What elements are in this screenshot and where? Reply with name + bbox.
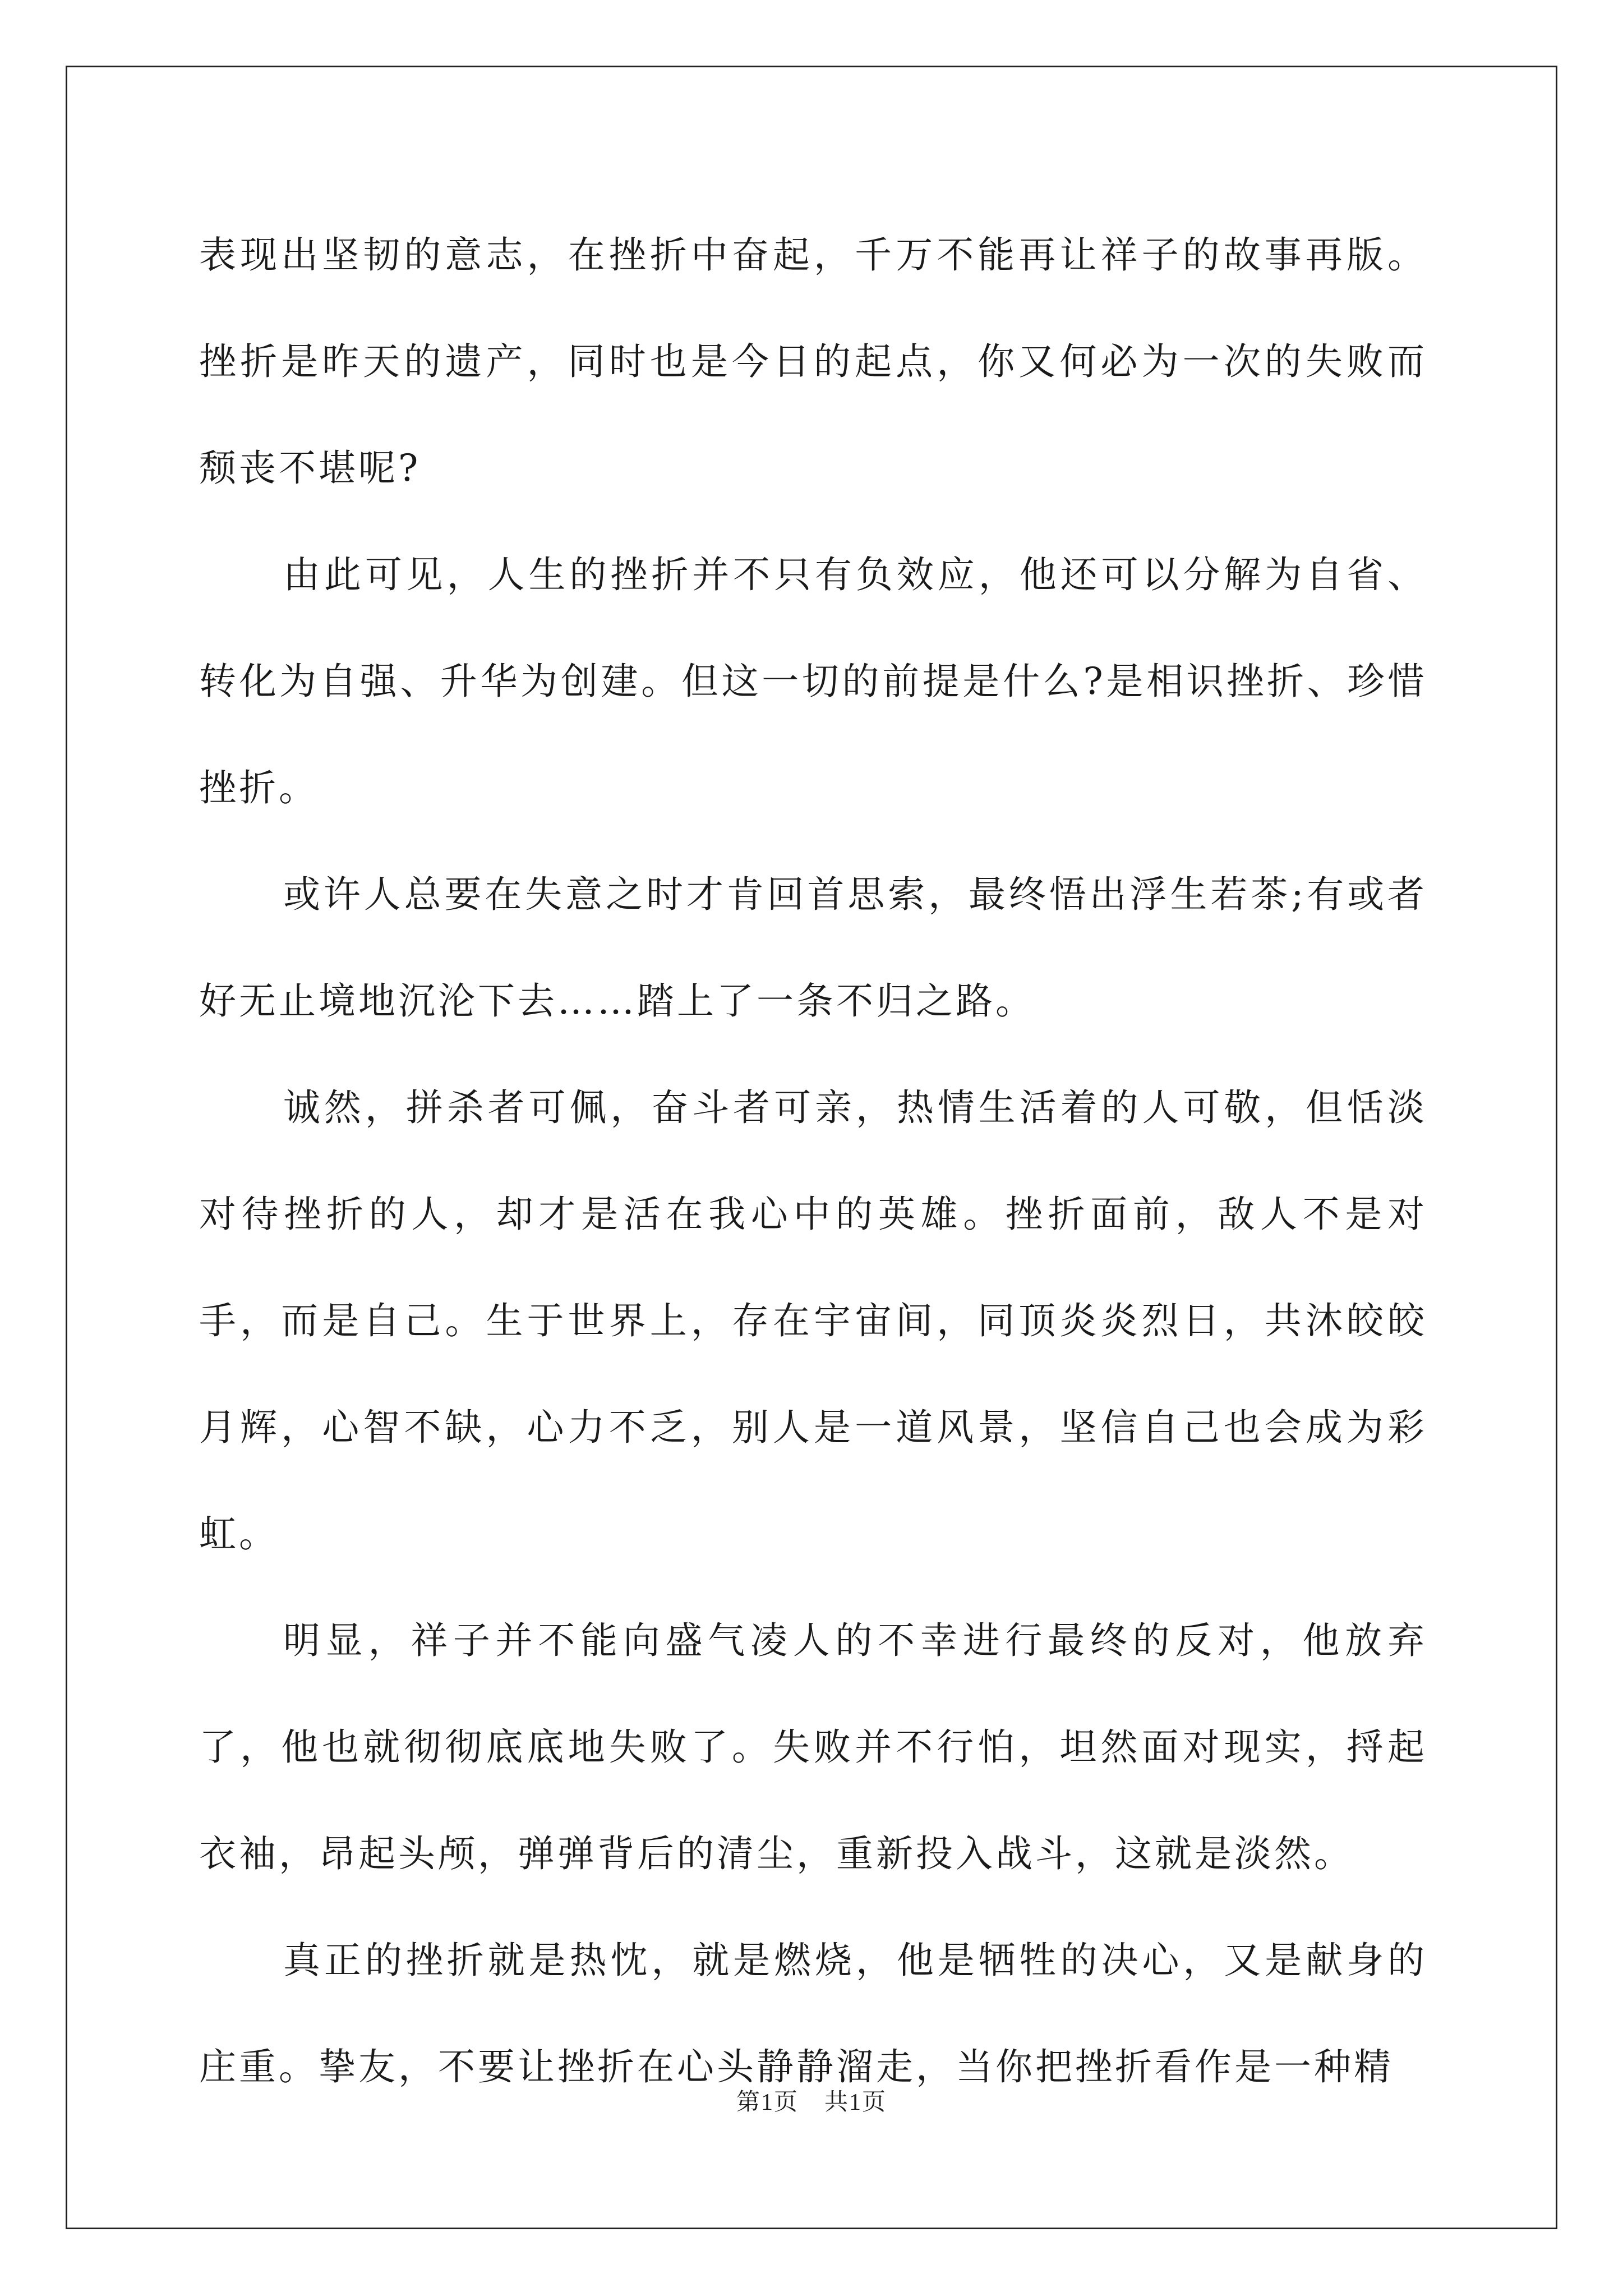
paragraph-2: 由此可见，人生的挫折并不只有负效应，他还可以分解为自省、转化为自强、升华为创建。但这一切的前提是什么?是相识挫折、珍惜挫折。: [199, 553, 1427, 809]
page-number: 第1页: [736, 2090, 799, 2115]
page-footer: [0, 2083, 1623, 2117]
paragraph-4: 诚然，拼杀者可佩，奋斗者可亲，热情生活着的人可敬，但恬淡对待挫折的人，却才是活在我心中的英雄。挫折面前，敌人不是对手，而是自己。生于世界上，存在宇宙间，同顶炎炎烈日，共沐皎皎月辉，心智不缺，心力不乏，别人是一道风景，坚信自己也会成为彩虹。: [199, 1086, 1427, 1556]
paragraph-1: 表现出坚韧的意志，在挫折中奋起，千万不能再让祥子的故事再版。挫折是昨天的遗产，同时也是今日的起点，你又何必为一次的失败而颓丧不堪呢?: [199, 233, 1427, 490]
document-body: [199, 202, 1427, 2120]
paragraph-5: 明显，祥子并不能向盛气凌人的不幸进行最终的反对，他放弃了，他也就彻彻底底地失败了。失败并不行怕，坦然面对现实，捋起衣袖，昂起头颅，弹弹背后的清尘，重新投入战斗，这就是淡然。: [199, 1619, 1427, 1875]
paragraph-3: 或许人总要在失意之时才肯回首思索，最终悟出浮生若茶;有或者好无止境地沉沦下去……踏上了一条不归之路。: [199, 873, 1427, 1023]
page-total: 共1页: [824, 2090, 887, 2115]
paragraph-6: 真正的挫折就是热忱，就是燃烧，他是牺牲的决心，又是献身的庄重。挚友，不要让挫折在心头静静溜走，当你把挫折看作是一种精: [199, 1939, 1427, 2088]
